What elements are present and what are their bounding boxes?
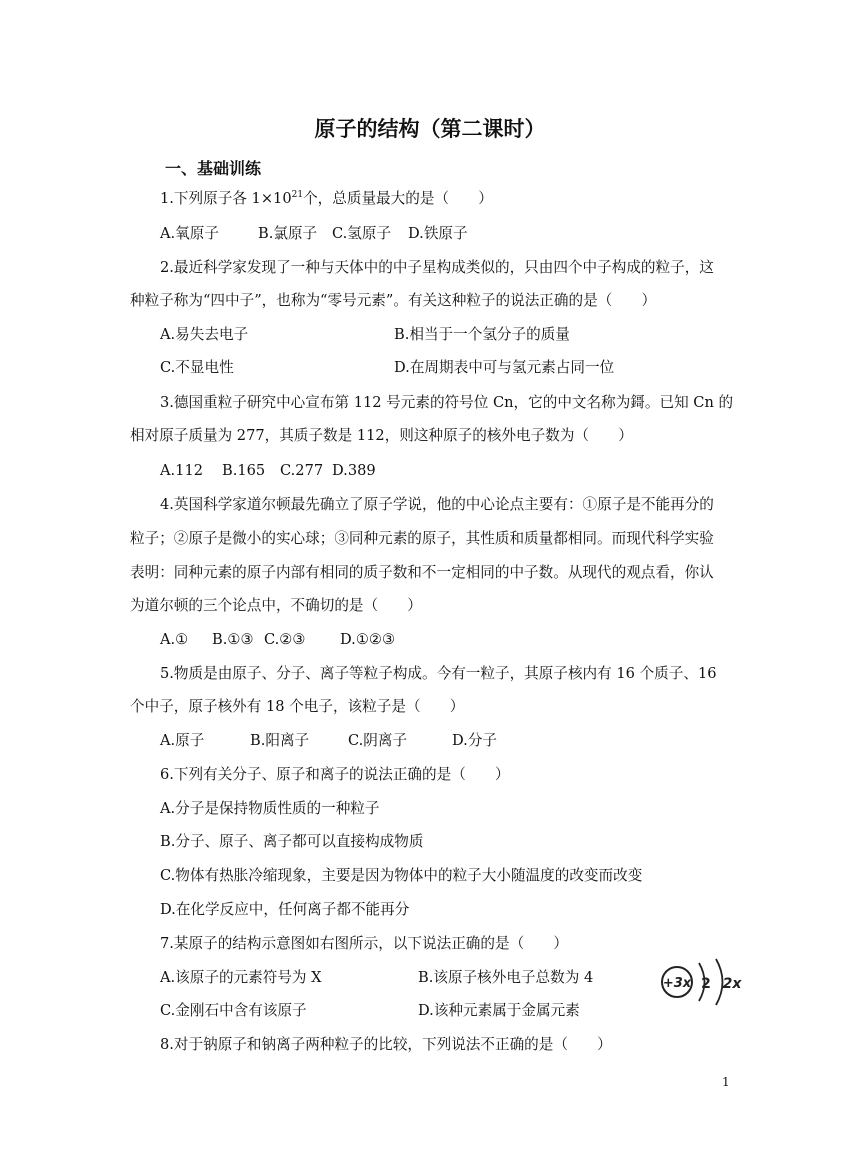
q6-option-b: B.分子、原子、离子都可以直接构成物质 <box>160 833 424 850</box>
q2-stem-line1: 2.最近科学家发现了一种与天体中的中子星构成类似的，只由四个中子构成的粒子，这 <box>160 259 714 276</box>
q6-option-c: C.物体有热胀冷缩现象，主要是因为物体中的粒子大小随温度的改变而改变 <box>160 867 643 884</box>
q1-option-c: C.氢原子 <box>332 225 392 242</box>
q2-option-d: D.在周期表中可与氢元素占同一位 <box>394 359 615 376</box>
q5-option-d: D.分子 <box>452 732 498 749</box>
q3-option-c: C.277 <box>280 462 324 479</box>
q5-option-b: B.阳离子 <box>250 732 310 749</box>
page-number: 1 <box>722 1075 730 1089</box>
shell2-count: 2x <box>722 976 742 992</box>
section-heading: 一、基础训练 <box>165 159 262 178</box>
q7-option-a: A.该原子的元素符号为 X <box>160 969 322 986</box>
q5-option-a: A.原子 <box>160 732 205 749</box>
q4-stem-line4: 为道尔顿的三个论点中，不确切的是（ ） <box>130 597 422 614</box>
q3-option-b: B.165 <box>222 462 266 479</box>
q2-option-a: A.易失去电子 <box>160 326 249 343</box>
q2-option-c: C.不显电性 <box>160 359 234 376</box>
q4-stem-line1: 4.英国科学家道尔顿最先确立了原子学说，他的中心论点主要有：①原子是不能再分的 <box>160 496 714 513</box>
q1-option-d: D.铁原子 <box>408 225 468 242</box>
q6-option-a: A.分子是保持物质性质的一种粒子 <box>160 800 380 817</box>
q4-option-a: A.① <box>160 631 189 648</box>
q5-stem-line1: 5.物质是由原子、分子、离子等粒子构成。今有一粒子，其原子核内有 16 个质子、16 <box>160 665 717 682</box>
q8-stem: 8.对于钠原子和钠离子两种粒子的比较，下列说法不正确的是（ ） <box>160 1036 612 1053</box>
q4-option-b: B.①③ <box>212 631 254 648</box>
q7-stem: 7.某原子的结构示意图如右图所示，以下说法正确的是（ ） <box>160 935 568 952</box>
q2-stem-line2: 种粒子称为“四中子”，也称为“零号元素”。有关这种粒子的说法正确的是（ ） <box>130 292 657 309</box>
q1-option-b: B.氯原子 <box>258 225 318 242</box>
q7-option-d: D.该种元素属于金属元素 <box>418 1002 580 1019</box>
q2-option-b: B.相当于一个氢分子的质量 <box>394 326 570 343</box>
q5-option-c: C.阴离子 <box>348 732 408 749</box>
q6-option-d: D.在化学反应中，任何离子都不能再分 <box>160 901 410 918</box>
q3-stem-line2: 相对原子质量为 277，其质子数是 112，则这种原子的核外电子数为（ ） <box>130 427 633 444</box>
q7-option-b: B.该原子核外电子总数为 4 <box>418 969 594 986</box>
q4-stem-line2: 粒子；②原子是微小的实心球；③同种元素的原子，其性质和质量都相同。而现代科学实验 <box>130 530 714 547</box>
page-title: 原子的结构（第二课时） <box>314 117 546 141</box>
q1-option-a: A.氧原子 <box>160 225 219 242</box>
q3-stem-line1: 3.德国重粒子研究中心宣布第 112 号元素的符号位 Cn，它的中文名称为鎶。已知 Cn 的 <box>160 394 734 411</box>
q4-option-d: D.①②③ <box>340 631 396 648</box>
q3-option-a: A.112 <box>160 462 204 479</box>
atom-structure-diagram <box>658 955 746 1007</box>
q6-stem: 6.下列有关分子、原子和离子的说法正确的是（ ） <box>160 766 510 783</box>
shell1-count: 2 <box>701 976 711 992</box>
q1-stem: 1.下列原子各 $1\times 10^{21}$个，总质量最大的是（ ） <box>160 190 493 207</box>
q5-stem-line2: 个中子，原子核外有 18 个电子，该粒子是（ ） <box>130 698 465 715</box>
q4-option-c: C.②③ <box>264 631 306 648</box>
q7-option-c: C.金刚石中含有该原子 <box>160 1002 307 1019</box>
q4-stem-line3: 表明：同种元素的原子内部有相同的质子数和不一定相同的中子数。从现代的观点看，你认 <box>130 564 714 581</box>
q3-option-d: D.389 <box>332 462 376 479</box>
nucleus-label: +3x <box>662 976 692 991</box>
shell2-arc <box>716 959 723 1005</box>
